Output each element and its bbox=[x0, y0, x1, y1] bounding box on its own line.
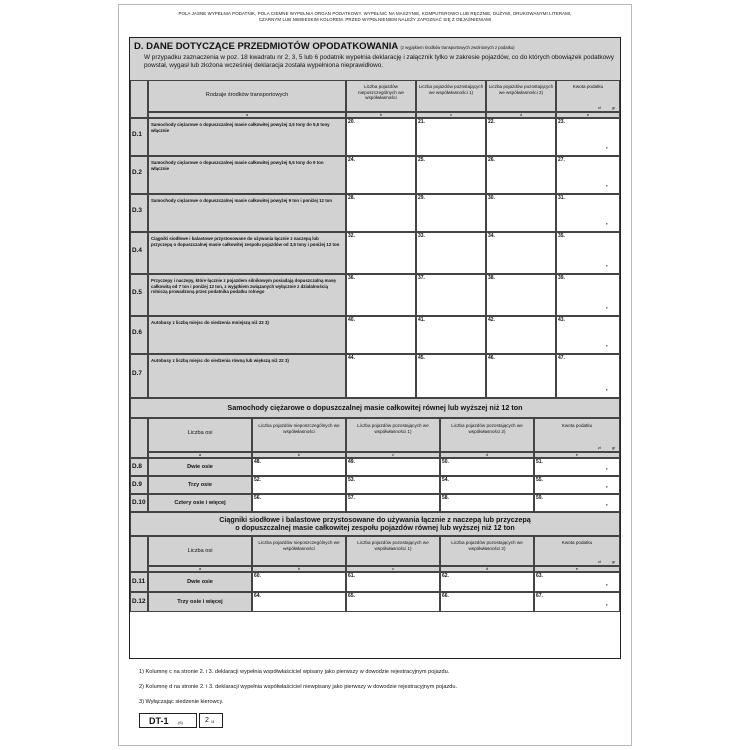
field-number: 43. bbox=[558, 317, 565, 323]
input-field-29[interactable] bbox=[416, 194, 486, 232]
row-id: D.6 bbox=[132, 329, 142, 336]
input-field-48[interactable] bbox=[252, 458, 346, 476]
input-field-54[interactable] bbox=[440, 476, 534, 494]
table1-header-shared-first: Liczba pojazdów pozostających we współwłasności 1) bbox=[418, 84, 484, 95]
table1-id-header-cell bbox=[130, 80, 148, 118]
input-field-38[interactable] bbox=[486, 274, 556, 316]
table1-letter-c: c bbox=[450, 111, 452, 117]
input-field-21[interactable] bbox=[416, 118, 486, 156]
decimal-separator: , bbox=[606, 144, 608, 150]
input-field-30[interactable] bbox=[486, 194, 556, 232]
input-field-61[interactable] bbox=[346, 572, 440, 592]
input-field-46[interactable] bbox=[486, 354, 556, 398]
decimal-separator: , bbox=[606, 581, 608, 587]
table2-letter-e: e bbox=[575, 451, 579, 457]
row-desc: Ciągniki siodłowe i balastowe przystosowane do używania łącznie z naczepą lub przyczepą o dopuszczalnej masie całkowitej zespołu pojazdów od 3,5 tony i poniżej 12 ton bbox=[151, 236, 340, 247]
field-number: 46. bbox=[488, 355, 495, 361]
input-field-52[interactable] bbox=[252, 476, 346, 494]
row-id: D.12 bbox=[132, 598, 146, 605]
field-number: 26. bbox=[488, 157, 495, 163]
table3-header-shared-first: Liczba pojazdów pozostających we współwłasności 1) bbox=[357, 540, 429, 551]
input-field-24[interactable] bbox=[346, 156, 416, 194]
input-field-40[interactable] bbox=[346, 316, 416, 354]
input-field-57[interactable] bbox=[346, 494, 440, 512]
table2-title: Samochody ciężarowe o dopuszczalnej masie całkowitej równej lub wyższej niż 12 ton bbox=[227, 403, 523, 412]
input-field-50[interactable] bbox=[440, 458, 534, 476]
input-field-49[interactable] bbox=[346, 458, 440, 476]
table3-header-tax-amount: Kwota podatku bbox=[561, 540, 593, 545]
decimal-separator: , bbox=[606, 601, 608, 607]
field-number: 56. bbox=[254, 495, 261, 501]
field-number: 42. bbox=[488, 317, 495, 323]
field-number: 34. bbox=[488, 233, 495, 239]
table2-header-shared-first: Liczba pojazdów pozostających we współwłasności 1) bbox=[357, 423, 429, 434]
row-desc: Autobusy z liczbą miejsc do siedzenia równą lub większą niż 22 3) bbox=[151, 358, 289, 363]
field-number: 52. bbox=[254, 477, 261, 483]
table3-zl-label: zł bbox=[598, 560, 601, 564]
field-number: 50. bbox=[442, 459, 449, 465]
field-number: 35. bbox=[558, 233, 565, 239]
field-number: 41. bbox=[418, 317, 425, 323]
form-version: (6) bbox=[178, 720, 183, 725]
input-field-64[interactable] bbox=[252, 592, 346, 612]
page-number: 2 bbox=[205, 717, 209, 724]
input-field-47[interactable] bbox=[556, 354, 620, 398]
table2-header-nonshared: Liczba pojazdów nieposzczególnych we współwłasności bbox=[258, 423, 340, 434]
decimal-separator: , bbox=[606, 304, 608, 310]
field-number: 64. bbox=[254, 593, 261, 599]
table1-letter-e: e bbox=[586, 111, 590, 117]
row-desc: Trzy osie i więcej bbox=[177, 599, 223, 605]
row-desc: Cztery osie i więcej bbox=[174, 500, 226, 506]
row-desc: Samochody ciężarowe o dopuszczalnej masie całkowitej powyżej 5,5 tony do 9 ton włącznie bbox=[151, 160, 324, 171]
field-number: 51. bbox=[536, 459, 543, 465]
decimal-separator: , bbox=[606, 386, 608, 392]
table1-header-nonshared: Liczba pojazdów nieposzczególnych we współwłasności bbox=[358, 84, 404, 101]
table1-letter-b: b bbox=[379, 111, 383, 117]
input-field-45[interactable] bbox=[416, 354, 486, 398]
input-field-66[interactable] bbox=[440, 592, 534, 612]
form-instructions bbox=[119, 11, 631, 23]
field-number: 49. bbox=[348, 459, 355, 465]
row-id: D.1 bbox=[132, 131, 142, 138]
field-number: 59. bbox=[536, 495, 543, 501]
table2-letter-d: d bbox=[485, 451, 489, 457]
table3-title-line-2: o dopuszczalnej masie całkowitej zespołu pojazdów równej lub wyższej niż 12 ton bbox=[235, 523, 515, 532]
table2-gr-label: gr bbox=[612, 446, 616, 450]
decimal-separator: , bbox=[606, 483, 608, 489]
input-field-58[interactable] bbox=[440, 494, 534, 512]
field-number: 25. bbox=[418, 157, 425, 163]
input-field-28[interactable] bbox=[346, 194, 416, 232]
table2-zl-label: zł bbox=[598, 446, 601, 450]
field-number: 53. bbox=[348, 477, 355, 483]
decimal-separator: , bbox=[606, 182, 608, 188]
table1-letter-a: a bbox=[245, 111, 249, 117]
table1-header-shared-other: Liczba pojazdów pozostających we współwłasności 2) bbox=[488, 84, 554, 95]
row-id: D.9 bbox=[132, 481, 142, 488]
input-field-33[interactable] bbox=[416, 232, 486, 274]
field-number: 57. bbox=[348, 495, 355, 501]
table2-letter-b: b bbox=[297, 451, 301, 457]
field-number: 32. bbox=[348, 233, 355, 239]
decimal-separator: , bbox=[606, 262, 608, 268]
field-number: 65. bbox=[348, 593, 355, 599]
field-number: 23. bbox=[558, 119, 565, 125]
field-number: 22. bbox=[488, 119, 495, 125]
table3-letter-e: e bbox=[575, 565, 579, 571]
input-field-35[interactable] bbox=[556, 232, 620, 274]
input-field-27[interactable] bbox=[556, 156, 620, 194]
section-title-note: (z wyjątkiem środków transportowych zwolnionych z podatku) bbox=[400, 45, 515, 50]
row-id: D.4 bbox=[132, 247, 142, 254]
row-id: D.5 bbox=[132, 289, 142, 296]
row-id: D.7 bbox=[132, 370, 142, 377]
table3-header-axles: Liczba osi bbox=[187, 548, 213, 554]
input-field-65[interactable] bbox=[346, 592, 440, 612]
field-number: 45. bbox=[418, 355, 425, 361]
field-number: 67. bbox=[536, 593, 543, 599]
table3-title-line-1: Ciągniki siodłowe i balastowe przystosowane do używania łącznie z naczepą lub przyczepą bbox=[219, 515, 531, 524]
footnote-1: 1) Kolumnę c na stronie 2. i 3. deklaracji wypełnia współwłaściciel wpisany jako pierwszy w dowodzie rejestracyjnym pojazdu. bbox=[139, 669, 450, 675]
input-field-43[interactable] bbox=[556, 316, 620, 354]
row-id: D.11 bbox=[132, 578, 146, 585]
field-number: 28. bbox=[348, 195, 355, 201]
input-field-56[interactable] bbox=[252, 494, 346, 512]
section-title: D. DANE DOTYCZĄCE PRZEDMIOTÓW OPODATKOWANIA (z wyjątkiem środków transportowych zwolnionych z podatku) bbox=[134, 41, 515, 52]
table2-id-header-cell bbox=[130, 418, 148, 458]
field-number: 37. bbox=[418, 275, 425, 281]
table3-id-header-cell bbox=[130, 536, 148, 572]
section-d bbox=[129, 37, 621, 659]
field-number: 60. bbox=[254, 573, 261, 579]
input-field-22[interactable] bbox=[486, 118, 556, 156]
table1-gr-label: gr bbox=[612, 106, 616, 110]
field-number: 40. bbox=[348, 317, 355, 323]
row-id: D.2 bbox=[132, 169, 142, 176]
table3-letter-a: a bbox=[198, 565, 202, 571]
field-number: 55. bbox=[536, 477, 543, 483]
field-number: 63. bbox=[536, 573, 543, 579]
input-field-25[interactable] bbox=[416, 156, 486, 194]
input-field-32[interactable] bbox=[346, 232, 416, 274]
input-field-44[interactable] bbox=[346, 354, 416, 398]
table2-letter-a: a bbox=[198, 451, 202, 457]
page-number-box bbox=[199, 713, 223, 728]
input-field-23[interactable] bbox=[556, 118, 620, 156]
table2-header-tax-amount: Kwota podatku bbox=[561, 423, 593, 428]
field-number: 66. bbox=[442, 593, 449, 599]
page-total: /4 bbox=[211, 719, 215, 724]
form-code: DT-1 bbox=[149, 716, 169, 726]
input-field-37[interactable] bbox=[416, 274, 486, 316]
form-code-box bbox=[139, 713, 197, 728]
table3-header-nonshared: Liczba pojazdów nieposzczególnych we współwłasności bbox=[258, 540, 340, 551]
table2-letter-c: c bbox=[392, 451, 394, 457]
table3-letter-b: b bbox=[297, 565, 301, 571]
row-desc: Samochody ciężarowe o dopuszczalnej masie całkowitej powyżej 9 ton i poniżej 12 ton bbox=[151, 198, 333, 203]
field-number: 33. bbox=[418, 233, 425, 239]
table1-header-tax-amount: Kwota podatku bbox=[572, 84, 604, 89]
table1-zl-label: zł bbox=[598, 106, 601, 110]
row-desc: Samochody ciężarowe o dopuszczalnej masie całkowitej powyżej 3,5 tony do 5,5 tony włącznie bbox=[151, 122, 330, 133]
field-number: 24. bbox=[348, 157, 355, 163]
input-field-31[interactable] bbox=[556, 194, 620, 232]
input-field-20[interactable] bbox=[346, 118, 416, 156]
field-number: 30. bbox=[488, 195, 495, 201]
input-field-39[interactable] bbox=[556, 274, 620, 316]
input-field-42[interactable] bbox=[486, 316, 556, 354]
table1-letter-d: d bbox=[519, 111, 523, 117]
row-desc: Autobusy z liczbą miejsc do siedzenia mniejszą niż 22 3) bbox=[151, 320, 269, 325]
section-description: W przypadku zaznaczenia w poz. 18 kwadratu nr 2, 3, 5 lub 6 podatnik wypełnia deklarację i załącznik tylko w zakresie pojazdów, co do których obowiązek podatkowy powstał, wygasł lub złożona wcześniej deklaracja została wypełniona nieprawidłowo. bbox=[144, 54, 614, 69]
field-number: 58. bbox=[442, 495, 449, 501]
field-number: 21. bbox=[418, 119, 425, 125]
table2-header-axles: Liczba osi bbox=[187, 430, 213, 436]
row-id: D.8 bbox=[132, 463, 142, 470]
field-number: 44. bbox=[348, 355, 355, 361]
input-field-36[interactable] bbox=[346, 274, 416, 316]
field-number: 31. bbox=[558, 195, 565, 201]
table3-letter-d: d bbox=[485, 565, 489, 571]
instruction-line-2: CZARNYM LUB NIEBIESKIM KOLOREM. PRZED WYPEŁNIENIEM NALEŻY ZAPOZNAĆ SIĘ Z OBJAŚNIENIAMI bbox=[258, 17, 492, 22]
footnote-3: 3) Wyłączając siedzenie kierowcy. bbox=[139, 699, 224, 705]
table1-header-type: Rodzaje środków transportowych bbox=[205, 92, 289, 98]
field-number: 54. bbox=[442, 477, 449, 483]
field-number: 48. bbox=[254, 459, 261, 465]
row-desc: Dwie osie bbox=[187, 464, 213, 470]
field-number: 29. bbox=[418, 195, 425, 201]
table2-header-shared-other: Liczba pojazdów pozostających we współwłasności 2) bbox=[451, 423, 523, 434]
form-page bbox=[118, 4, 632, 746]
footnote-2: 2) Kolumnę d na stronie 2. i 3. deklaracji wypełnia współwłaściciel niewpisany jako pierwszy w dowodzie rejestracyjnym pojazdu. bbox=[139, 684, 458, 690]
row-desc: Trzy osie bbox=[188, 482, 212, 488]
instruction-line-1: POLA JASNE WYPEŁNIA PODATNIK, POLA CIEMNE WYPEŁNIA ORGAN PODATKOWY. WYPEŁNIĆ NA MASZYNIE, KOMPUTEROWO LUB RĘCZNIE, DUŻYMI, DRUKOWANYMI LITERAMI, bbox=[178, 11, 572, 16]
field-number: 20. bbox=[348, 119, 355, 125]
field-number: 36. bbox=[348, 275, 355, 281]
input-field-62[interactable] bbox=[440, 572, 534, 592]
row-id: D.3 bbox=[132, 207, 142, 214]
row-desc: Dwie osie bbox=[187, 579, 213, 585]
input-field-60[interactable] bbox=[252, 572, 346, 592]
input-field-26[interactable] bbox=[486, 156, 556, 194]
table3-letter-c: c bbox=[392, 565, 394, 571]
input-field-41[interactable] bbox=[416, 316, 486, 354]
field-number: 39. bbox=[558, 275, 565, 281]
field-number: 47. bbox=[558, 355, 565, 361]
decimal-separator: , bbox=[606, 342, 608, 348]
decimal-separator: , bbox=[606, 220, 608, 226]
decimal-separator: , bbox=[606, 501, 608, 507]
field-number: 61. bbox=[348, 573, 355, 579]
table3-header-shared-other: Liczba pojazdów pozostających we współwłasności 2) bbox=[451, 540, 523, 551]
field-number: 27. bbox=[558, 157, 565, 163]
input-field-53[interactable] bbox=[346, 476, 440, 494]
field-number: 38. bbox=[488, 275, 495, 281]
row-desc: Przyczepy i naczepy, które łącznie z pojazdem silnikowym posiadają dopuszczalną masę całkowitą od 7 ton i poniżej 12 ton, z wyjątkiem związanych wyłącznie z działalnością rolniczą prowadzoną przez podatnika podatku rolnego bbox=[151, 278, 336, 295]
row-id: D.10 bbox=[132, 499, 146, 506]
input-field-34[interactable] bbox=[486, 232, 556, 274]
decimal-separator: , bbox=[606, 465, 608, 471]
field-number: 62. bbox=[442, 573, 449, 579]
table3-gr-label: gr bbox=[612, 560, 616, 564]
